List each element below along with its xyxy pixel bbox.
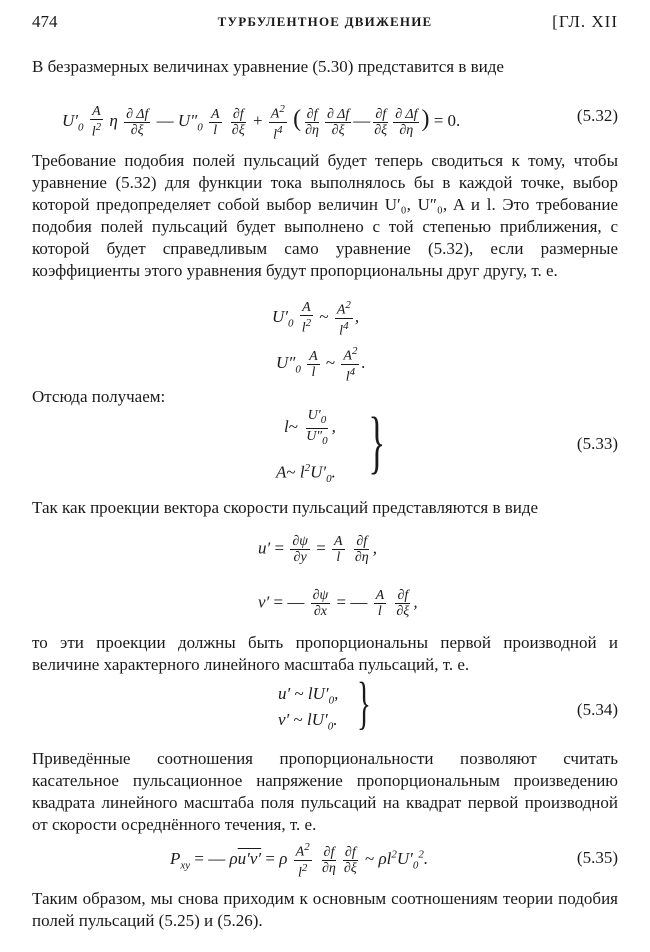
paragraph-hence: Отсюда получаем: <box>32 387 166 406</box>
right-brace-5-33: } <box>368 404 386 481</box>
right-brace-5-34: } <box>356 670 371 735</box>
page-header <box>32 12 618 36</box>
equation-5-32-body: $U'_0$ $\frac{A}{l^2}$ η $\frac{\partial \Delta f}{\partial\xi}$ — $U''_0$ $\frac{A}{l}$ $\frac{\partial f}{\partial\xi}$ + $\frac{A^2}{l^4}$ ( $\frac{\partial f}{\partial\eta}$ $\frac{\partial \Delta f}{\partial\xi}$ — $\frac{\partial f}{\partial\xi}$ $\frac{\partial \Delta f}{\partial\eta}$ ) = 0. <box>62 103 461 143</box>
paragraph-proportional: то эти проекции должны быть пропорциональны первой производной и величине характерного линейного масштаба пульсаций, т. е. <box>32 633 618 674</box>
page-number: 474 <box>32 12 58 31</box>
equation-number-5-34: (5.34) <box>576 700 618 719</box>
paragraph-conclusion: Таким образом, мы снова приходим к основным соотношениям теории подобия полей пульсаций (5.25) и (5.26). <box>32 889 618 930</box>
paragraph-similarity: Требование подобия полей пульсаций будет теперь сводиться к тому, чтобы уравнение (5.32) для функции тока выполнялось бы в каждой точке, выбор которой предопределяет собой выбор величин U′₀, U″₀, A и l. Это требование подобия полей пульсаций будет выполнено с той степенью приближения, с которой будет справедливым само уравнение (5.32), если размерные коэффициенты этого уравнения будут пропорциональны друг другу, т. е. <box>32 151 618 280</box>
formula-v-prime: v′ = — $\frac{\partial\psi}{\partial x}$ = — $\frac{A}{l}$ $\frac{\partial f}{\partial\xi}$ , <box>258 588 418 619</box>
equation-number-5-32: (5.32) <box>576 106 618 125</box>
equation-5-33: l~ $\frac{U'_0}{U''_0}$ , A~ $l^2U'_0$. } (5.33) <box>276 404 618 486</box>
equation-5-35: $P_{xy}$ = — ρu′v′ = ρ $\frac{A^2}{l^2}$ $\frac{\partial f}{\partial\eta}$ $\frac{\partial f}{\partial\xi}$ ~ $\rho l^2U'_0^2$. (5.35) <box>170 841 618 881</box>
equation-number-5-33: (5.33) <box>576 434 618 453</box>
paragraph-intro: В безразмерных величинах уравнение (5.30) представится в виде <box>32 57 504 76</box>
proportion-formula-1: $U'_0$ $\frac{A}{l^2}$ ~ $\frac{A^2}{l^4}$ , <box>272 299 360 339</box>
formula-u-prime: u′ = $\frac{\partial\psi}{\partial y}$ = $\frac{A}{l}$ $\frac{\partial f}{\partial\eta}$ , <box>258 534 377 565</box>
paragraph-projections: Так как проекции вектора скорости пульсаций представляются в виде <box>32 498 539 517</box>
chapter-label: [ГЛ. XII <box>552 12 618 31</box>
paragraph-relations: Приведённые соотношения пропорциональности позволяют считать касательное пульсационное напряжение пропорциональным произведению квадрата линейного масштаба поля пульсаций на квадрат первой производной от скорости осреднённого течения, т. е. <box>32 749 618 834</box>
equation-5-32 <box>32 98 618 143</box>
equation-number-5-35: (5.35) <box>576 848 618 867</box>
equation-5-32-tail: = 0. <box>433 111 461 131</box>
proportion-formula-2: $U''_0$ $\frac{A}{l}$ ~ $\frac{A^2}{l^4}$ . <box>276 345 366 385</box>
equation-5-34: u′ ~ $lU'_0$, v′ ~ $lU'_0$. } (5.34) <box>278 670 618 735</box>
running-title: ТУРБУЛЕНТНОЕ ДВИЖЕНИЕ <box>217 14 433 29</box>
